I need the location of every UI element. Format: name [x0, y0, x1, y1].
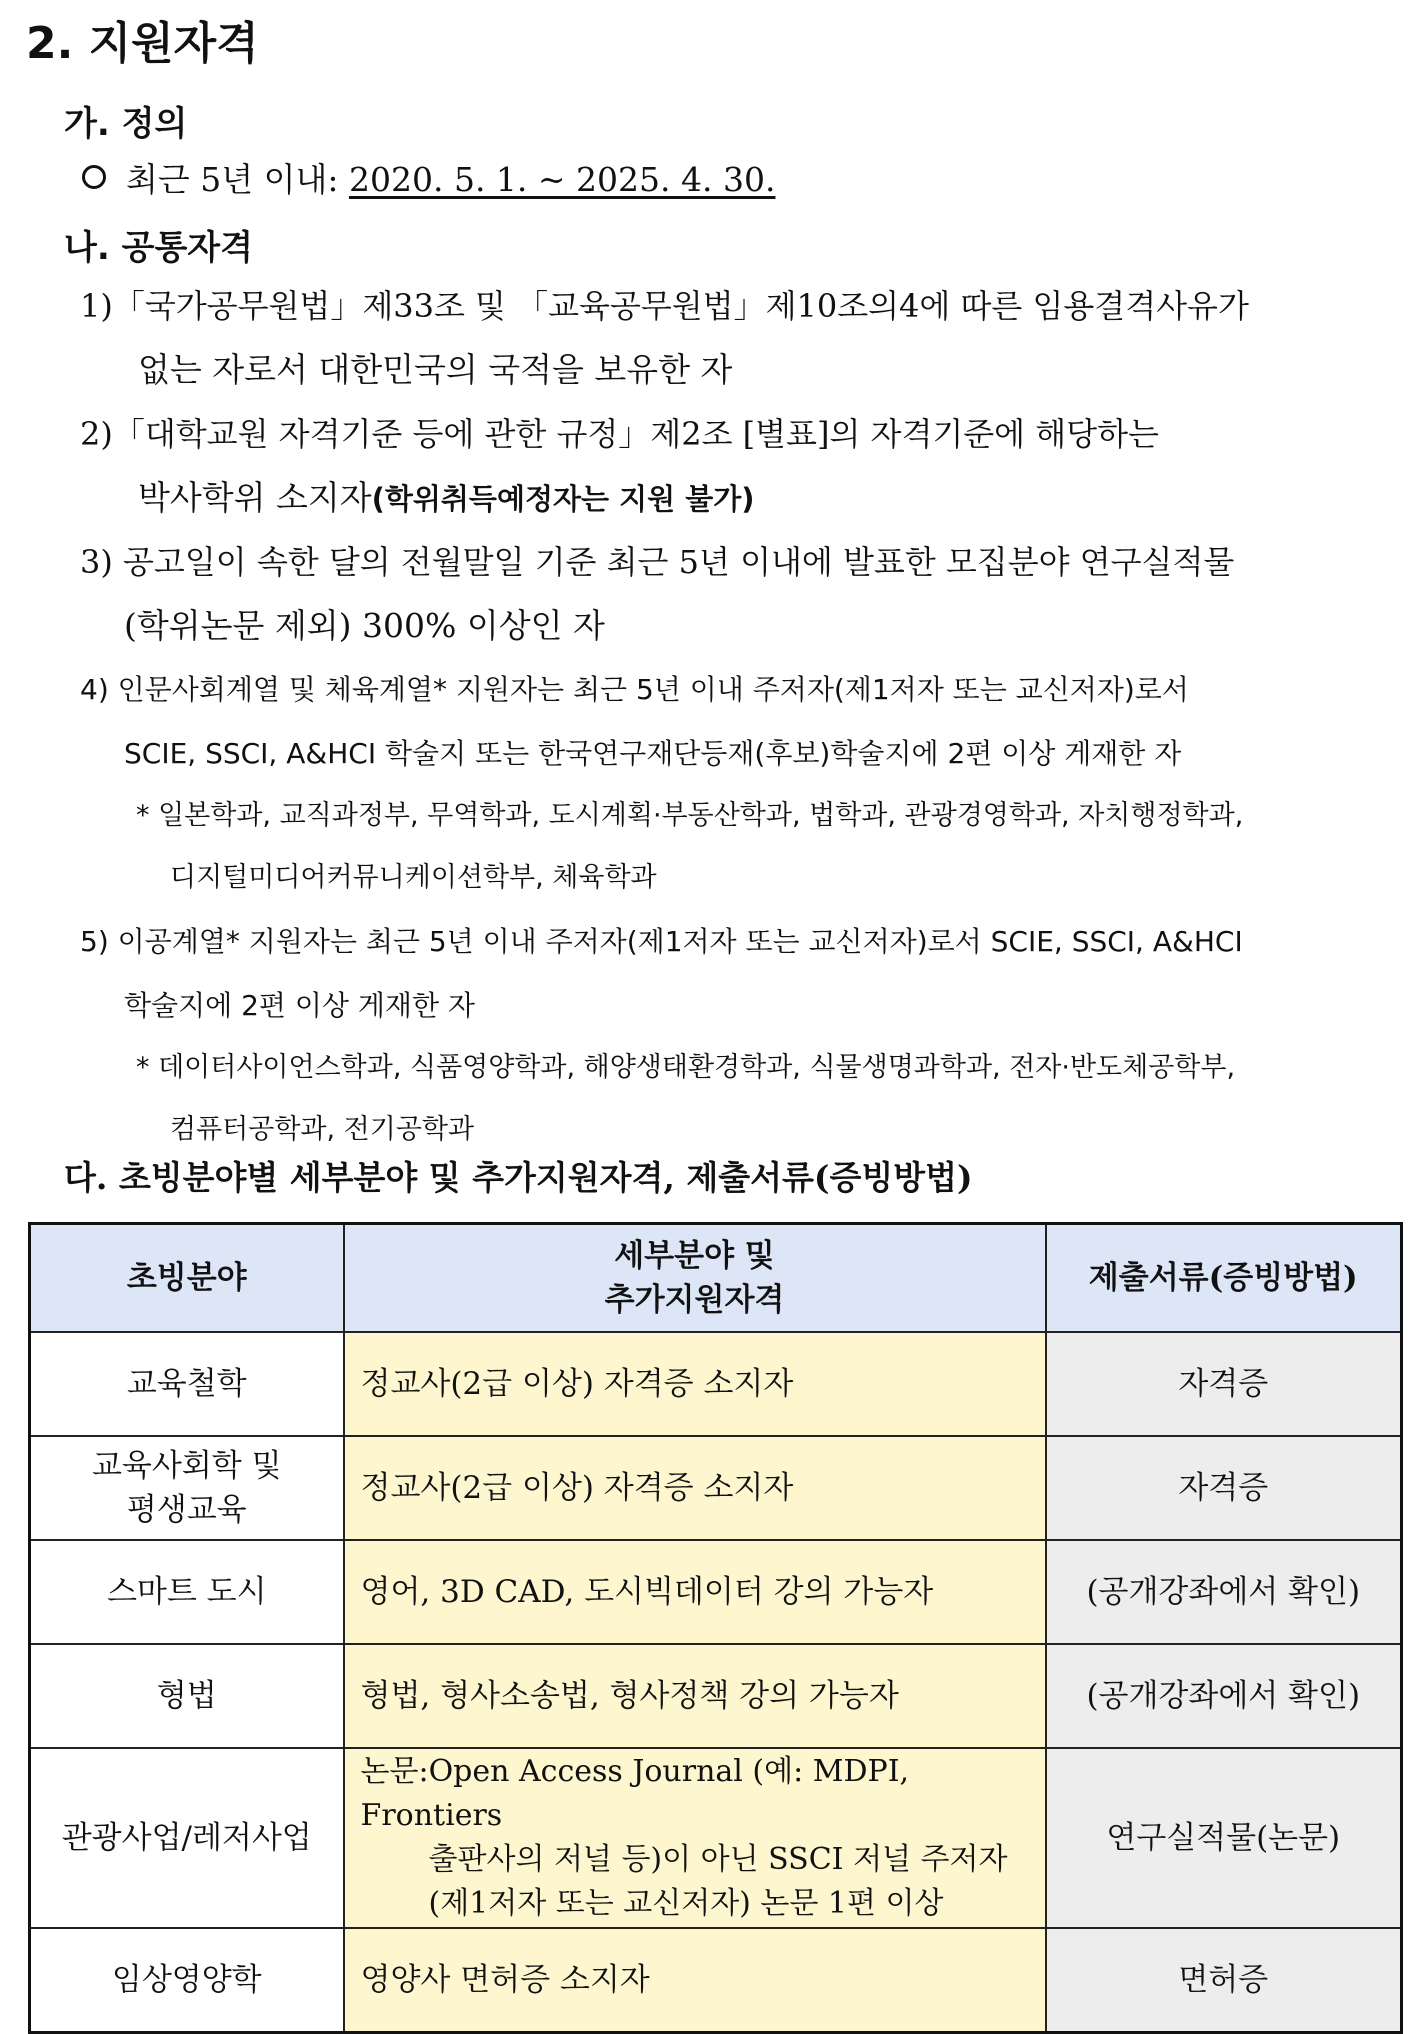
- row-qualification-line-3: (제1저자 또는 교신저자) 논문 1편 이상: [428, 1886, 944, 1921]
- detail-heading: 다. 초빙분야별 세부분야 및 추가지원자격, 제출서류(증빙방법): [64, 1158, 973, 1197]
- row-qualification-line-1: 논문:Open Access Journal (예: MDPI, Frontiers: [360, 1754, 910, 1833]
- table-row: [30, 1644, 1402, 1748]
- row-qualification: 영어, 3D CAD, 도시빅데이터 강의 가능자: [344, 1540, 1046, 1644]
- common-heading: 나. 공통자격: [64, 228, 253, 268]
- row-documents: 자격증: [1046, 1436, 1402, 1540]
- row-field: 임상영양학: [30, 1928, 344, 2032]
- common-item-3-line-1: 3) 공고일이 속한 달의 전월말일 기준 최근 5년 이내에 발표한 모집분야 연구실적물: [80, 543, 1235, 581]
- common-item-2-text: 박사학위 소지자: [138, 478, 372, 517]
- row-documents: 연구실적물(논문): [1046, 1748, 1402, 1928]
- common-item-5-line-2: 학술지에 2편 이상 게재한 자: [124, 989, 475, 1022]
- row-field: [30, 1436, 344, 1540]
- header-documents: 제출서류(증빙방법): [1046, 1224, 1402, 1333]
- common-item-1-line-2: 없는 자로서 대한민국의 국적을 보유한 자: [138, 350, 733, 389]
- table-header-row: [30, 1224, 1402, 1333]
- circle-bullet-icon: [82, 165, 106, 189]
- common-item-2-line-2: [138, 476, 755, 521]
- section-title: 2. 지원자격: [26, 18, 259, 69]
- header-qualification-line-2: 추가지원자격: [604, 1282, 785, 1318]
- definition-period: 2020. 5. 1. ~ 2025. 4. 30.: [348, 160, 776, 199]
- row-field-line-1: 교육사회학 및: [91, 1448, 282, 1484]
- common-item-3-line-2: (학위논문 제외) 300% 이상인 자: [124, 606, 605, 645]
- table-row: [30, 1436, 1402, 1540]
- common-item-4-line-2: SCIE, SSCI, A&HCI 학술지 또는 한국연구재단등재(후보)학술지에 2편 이상 게재한 자: [124, 737, 1182, 770]
- common-item-5-line-1: 5) 이공계열* 지원자는 최근 5년 이내 주저자(제1저자 또는 교신저자)로서 SCIE, SSCI, A&HCI: [80, 925, 1243, 958]
- row-qualification-line-2: 출판사의 저널 등)이 아닌 SSCI 저널 주저자: [428, 1842, 1008, 1877]
- table-row: [30, 1540, 1402, 1644]
- row-qualification: 형법, 형사소송법, 형사정책 강의 가능자: [344, 1644, 1046, 1748]
- definition-line: [82, 158, 775, 202]
- table-row: [30, 1748, 1402, 1928]
- row-qualification: 영양사 면허증 소지자: [344, 1928, 1046, 2032]
- common-item-4-note-2: 디지털미디어커뮤니케이션학부, 체육학과: [170, 862, 657, 893]
- common-item-1-line-1: 1)「국가공무원법」제33조 및 「교육공무원법」제10조의4에 따른 임용결격사유가: [80, 287, 1249, 325]
- row-documents: (공개강좌에서 확인): [1046, 1644, 1402, 1748]
- row-field: 스마트 도시: [30, 1540, 344, 1644]
- common-item-4-line-1: 4) 인문사회계열 및 체육계열* 지원자는 최근 5년 이내 주저자(제1저자 또는 교신저자)로서: [80, 673, 1189, 706]
- row-documents: (공개강좌에서 확인): [1046, 1540, 1402, 1644]
- definition-label: 최근 5년 이내:: [126, 160, 349, 199]
- row-qualification: 정교사(2급 이상) 자격증 소지자: [344, 1436, 1046, 1540]
- common-item-5-note-1: * 데이터사이언스학과, 식품영양학과, 해양생태환경학과, 식물생명과학과, 전자·반도체공학부,: [136, 1052, 1236, 1083]
- row-documents: 면허증: [1046, 1928, 1402, 2032]
- common-item-2-note: (학위취득예정자는 지원 불가): [371, 482, 755, 516]
- row-field: 형법: [30, 1644, 344, 1748]
- row-field: 교육철학: [30, 1332, 344, 1436]
- common-item-2-line-1: 2)「대학교원 자격기준 등에 관한 규정」제2조 [별표]의 자격기준에 해당하는: [80, 415, 1159, 453]
- table-row: [30, 1332, 1402, 1436]
- definition-heading: 가. 정의: [64, 104, 188, 144]
- header-qualification-line-1: 세부분야 및: [614, 1238, 775, 1274]
- common-item-4-note-1: * 일본학과, 교직과정부, 무역학과, 도시계획·부동산학과, 법학과, 관광경영학과, 자치행정학과,: [136, 800, 1244, 831]
- row-field: 관광사업/레저사업: [30, 1748, 344, 1928]
- requirements-table: [28, 1222, 1403, 2034]
- header-qualification: [344, 1224, 1046, 1333]
- common-item-5-note-2: 컴퓨터공학과, 전기공학과: [170, 1114, 475, 1145]
- row-field-line-2: 평생교육: [126, 1492, 247, 1528]
- row-documents: 자격증: [1046, 1332, 1402, 1436]
- row-qualification: 정교사(2급 이상) 자격증 소지자: [344, 1332, 1046, 1436]
- header-field: 초빙분야: [30, 1224, 344, 1333]
- table-row: [30, 1928, 1402, 2032]
- row-qualification: [344, 1748, 1046, 1928]
